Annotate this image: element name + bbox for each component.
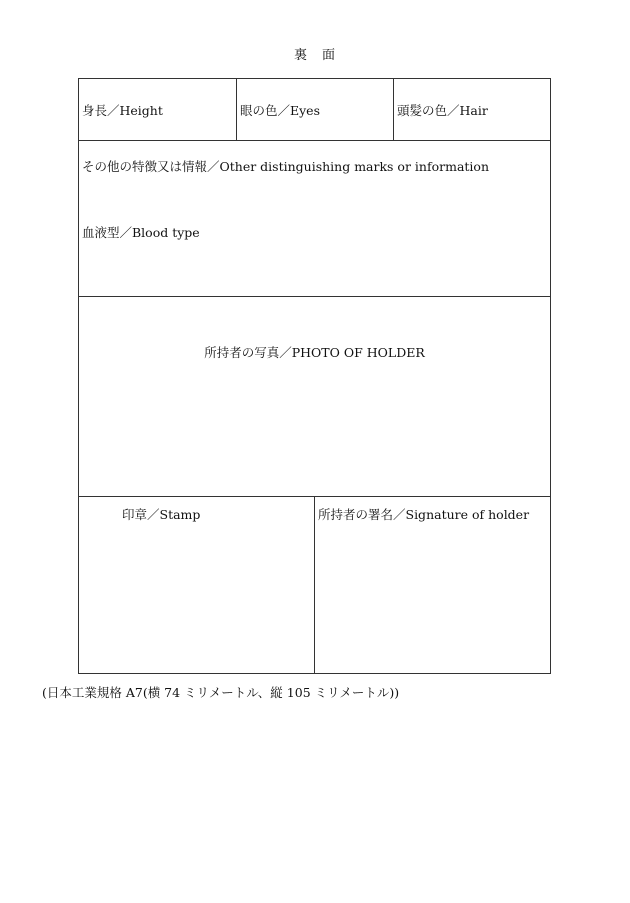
size-footnote: (日本工業規格 A7(横 74 ミリメートル、縦 105 ミリメートル))	[42, 685, 400, 700]
id-card-back-form	[78, 78, 551, 674]
height-label: 身長／Height	[82, 103, 163, 118]
signature-label: 所持者の署名／Signature of holder	[318, 507, 530, 522]
eyes-cell[interactable]	[237, 79, 394, 140]
photo-label: 所持者の写真／PHOTO OF HOLDER	[204, 345, 425, 360]
other-marks-label: その他の特徴又は情報／Other distinguishing marks or information	[82, 159, 489, 174]
height-cell[interactable]	[79, 79, 237, 140]
signature-cell[interactable]	[315, 497, 550, 673]
blood-type-label: 血液型／Blood type	[82, 225, 200, 240]
hair-label: 頭髪の色／Hair	[397, 103, 488, 118]
stamp-label: 印章／Stamp	[122, 507, 201, 522]
page-title: 裏 面	[293, 48, 336, 63]
stamp-cell[interactable]	[79, 497, 315, 673]
eyes-label: 眼の色／Eyes	[240, 103, 320, 118]
hair-cell[interactable]	[394, 79, 550, 140]
stamp-signature-row	[79, 497, 550, 673]
physical-features-row	[79, 79, 550, 141]
photo-row[interactable]	[79, 297, 550, 497]
other-info-row[interactable]	[79, 141, 550, 297]
